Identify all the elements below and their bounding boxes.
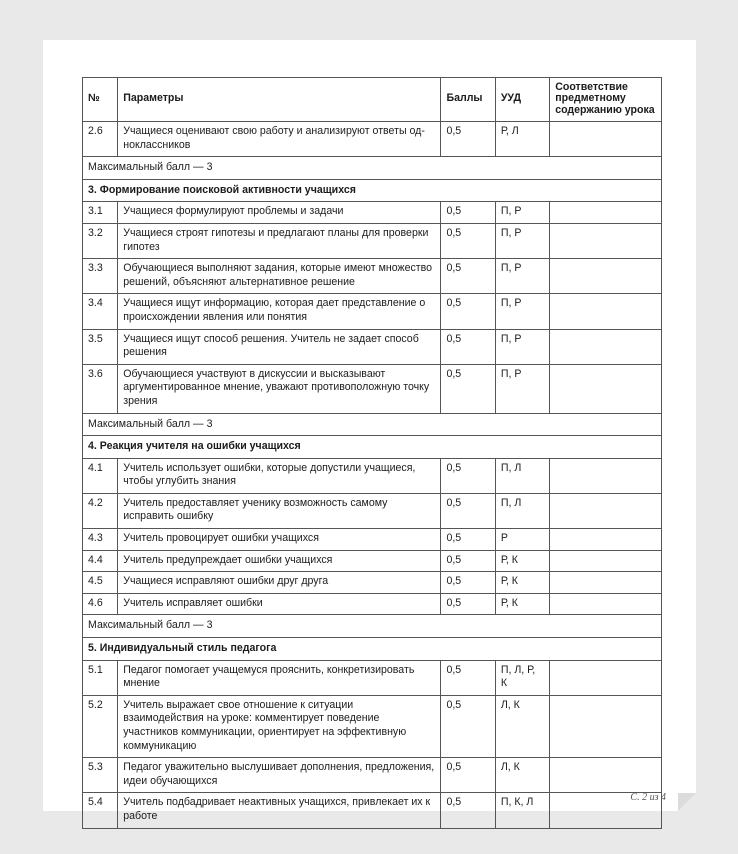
row-points: 0,5: [441, 122, 495, 157]
table-row: [83, 329, 662, 364]
row-conformity: [550, 593, 662, 615]
row-conformity: [550, 364, 662, 413]
section-heading: 4. Реакция учителя на ошибки учащихся: [83, 436, 662, 459]
section-heading-row: [83, 179, 662, 202]
table-body: [83, 122, 662, 829]
row-points: 0,5: [441, 529, 495, 551]
header-conformity: Соответствие предметному содержанию урока: [550, 78, 662, 122]
row-points: 0,5: [441, 793, 495, 828]
row-param: Учащиеся ищут способ решения. Учитель не задает способ решения: [118, 329, 441, 364]
row-points: 0,5: [441, 695, 495, 757]
table-row: [83, 593, 662, 615]
row-param: Учитель использует ошибки, которые допустили учащиеся, чтобы углубить знания: [118, 458, 441, 493]
document-page: [43, 40, 696, 822]
row-uud: Р, Л: [495, 122, 549, 157]
max-score: Максимальный балл — 3: [83, 413, 662, 436]
table-row: [83, 493, 662, 528]
row-param: Педагог помогает учащемуся прояснить, конкретизировать мнение: [118, 660, 441, 695]
row-param: Учитель исправляет ошибки: [118, 593, 441, 615]
row-points: 0,5: [441, 202, 495, 224]
row-num: 5.3: [83, 758, 118, 793]
header-uud: УУД: [495, 78, 549, 122]
row-num: 5.1: [83, 660, 118, 695]
row-points: 0,5: [441, 329, 495, 364]
table-row: [83, 364, 662, 413]
row-conformity: [550, 202, 662, 224]
row-conformity: [550, 458, 662, 493]
header-num: №: [83, 78, 118, 122]
row-param: Учитель предоставляет ученику возможность самому исправить ошибку: [118, 493, 441, 528]
table-row: [83, 758, 662, 793]
table-row: [83, 695, 662, 757]
table-row: [83, 294, 662, 329]
row-uud: П, Р: [495, 259, 549, 294]
row-num: 5.2: [83, 695, 118, 757]
row-uud: П, Р: [495, 364, 549, 413]
row-num: 3.6: [83, 364, 118, 413]
row-conformity: [550, 572, 662, 594]
row-uud: Л, К: [495, 758, 549, 793]
max-score-row: [83, 413, 662, 436]
table-row: [83, 223, 662, 258]
max-score-row: [83, 157, 662, 180]
row-conformity: [550, 550, 662, 572]
table-row: [83, 259, 662, 294]
table-row: [83, 550, 662, 572]
row-param: Обучающиеся участвуют в дискуссии и высказывают аргументированное мнение, уважают противоположную точку зрения: [118, 364, 441, 413]
table-header-row: [83, 78, 662, 122]
row-param: Обучающиеся выполняют задания, которые имеют множество решений, объясняют альтернативное решение: [118, 259, 441, 294]
row-points: 0,5: [441, 294, 495, 329]
row-param: Учащиеся формулируют проблемы и задачи: [118, 202, 441, 224]
row-points: 0,5: [441, 550, 495, 572]
row-num: 5.4: [83, 793, 118, 828]
row-param: Учитель провоцирует ошибки учащихся: [118, 529, 441, 551]
row-conformity: [550, 758, 662, 793]
row-conformity: [550, 695, 662, 757]
max-score: Максимальный балл — 3: [83, 157, 662, 180]
row-num: 4.6: [83, 593, 118, 615]
row-num: 4.3: [83, 529, 118, 551]
row-conformity: [550, 493, 662, 528]
row-uud: Р, К: [495, 593, 549, 615]
row-uud: Р, К: [495, 572, 549, 594]
row-points: 0,5: [441, 364, 495, 413]
table-row: [83, 793, 662, 828]
row-uud: П, Л: [495, 458, 549, 493]
row-conformity: [550, 223, 662, 258]
row-points: 0,5: [441, 493, 495, 528]
row-conformity: [550, 122, 662, 157]
row-uud: Л, К: [495, 695, 549, 757]
row-conformity: [550, 294, 662, 329]
max-score: Максимальный балл — 3: [83, 615, 662, 638]
row-num: 3.2: [83, 223, 118, 258]
row-points: 0,5: [441, 572, 495, 594]
row-points: 0,5: [441, 660, 495, 695]
row-num: 2.6: [83, 122, 118, 157]
row-uud: П, К, Л: [495, 793, 549, 828]
row-uud: Р: [495, 529, 549, 551]
section-heading: 5. Индивидуальный стиль педагога: [83, 638, 662, 661]
row-param: Учащиеся оценивают свою работу и анализируют ответы одноклассников: [118, 122, 441, 157]
row-param: Учитель подбадривает неактивных учащихся, привлекает их к работе: [118, 793, 441, 828]
table-row: [83, 122, 662, 157]
row-num: 4.2: [83, 493, 118, 528]
row-points: 0,5: [441, 458, 495, 493]
row-param: Учитель предупреждает ошибки учащихся: [118, 550, 441, 572]
row-conformity: [550, 529, 662, 551]
row-points: 0,5: [441, 758, 495, 793]
row-uud: Р, К: [495, 550, 549, 572]
section-heading-row: [83, 638, 662, 661]
row-num: 3.3: [83, 259, 118, 294]
section-heading: 3. Формирование поисковой активности учащихся: [83, 179, 662, 202]
row-uud: П, Р: [495, 202, 549, 224]
row-points: 0,5: [441, 223, 495, 258]
row-num: 3.5: [83, 329, 118, 364]
row-uud: П, Р: [495, 223, 549, 258]
max-score-row: [83, 615, 662, 638]
row-param: Учащиеся исправляют ошибки друг друга: [118, 572, 441, 594]
row-num: 3.4: [83, 294, 118, 329]
section-heading-row: [83, 436, 662, 459]
table-row: [83, 202, 662, 224]
row-num: 4.1: [83, 458, 118, 493]
row-conformity: [550, 259, 662, 294]
page-number: С. 2 из 4: [630, 792, 666, 803]
criteria-table: [82, 77, 662, 829]
table-row: [83, 458, 662, 493]
row-points: 0,5: [441, 593, 495, 615]
table-row: [83, 529, 662, 551]
row-num: 3.1: [83, 202, 118, 224]
row-num: 4.5: [83, 572, 118, 594]
header-points: Баллы: [441, 78, 495, 122]
row-num: 4.4: [83, 550, 118, 572]
row-conformity: [550, 660, 662, 695]
row-conformity: [550, 329, 662, 364]
header-params: Параметры: [118, 78, 441, 122]
row-param: Учащиеся строят гипотезы и предлагают планы для проверки гипотез: [118, 223, 441, 258]
row-param: Педагог уважительно выслушивает дополнения, предложения, идеи обучающихся: [118, 758, 441, 793]
row-uud: П, Л: [495, 493, 549, 528]
table-row: [83, 660, 662, 695]
row-param: Учитель выражает свое отношение к ситуации взаимодействия на уроке: комментирует поведение участников коммуникации, ориентирует на эффективную коммуникацию: [118, 695, 441, 757]
row-param: Учащиеся ищут информацию, которая дает представление о происхождении явления или понятия: [118, 294, 441, 329]
row-points: 0,5: [441, 259, 495, 294]
row-uud: П, Р: [495, 329, 549, 364]
row-uud: П, Р: [495, 294, 549, 329]
table-row: [83, 572, 662, 594]
row-uud: П, Л, Р, К: [495, 660, 549, 695]
